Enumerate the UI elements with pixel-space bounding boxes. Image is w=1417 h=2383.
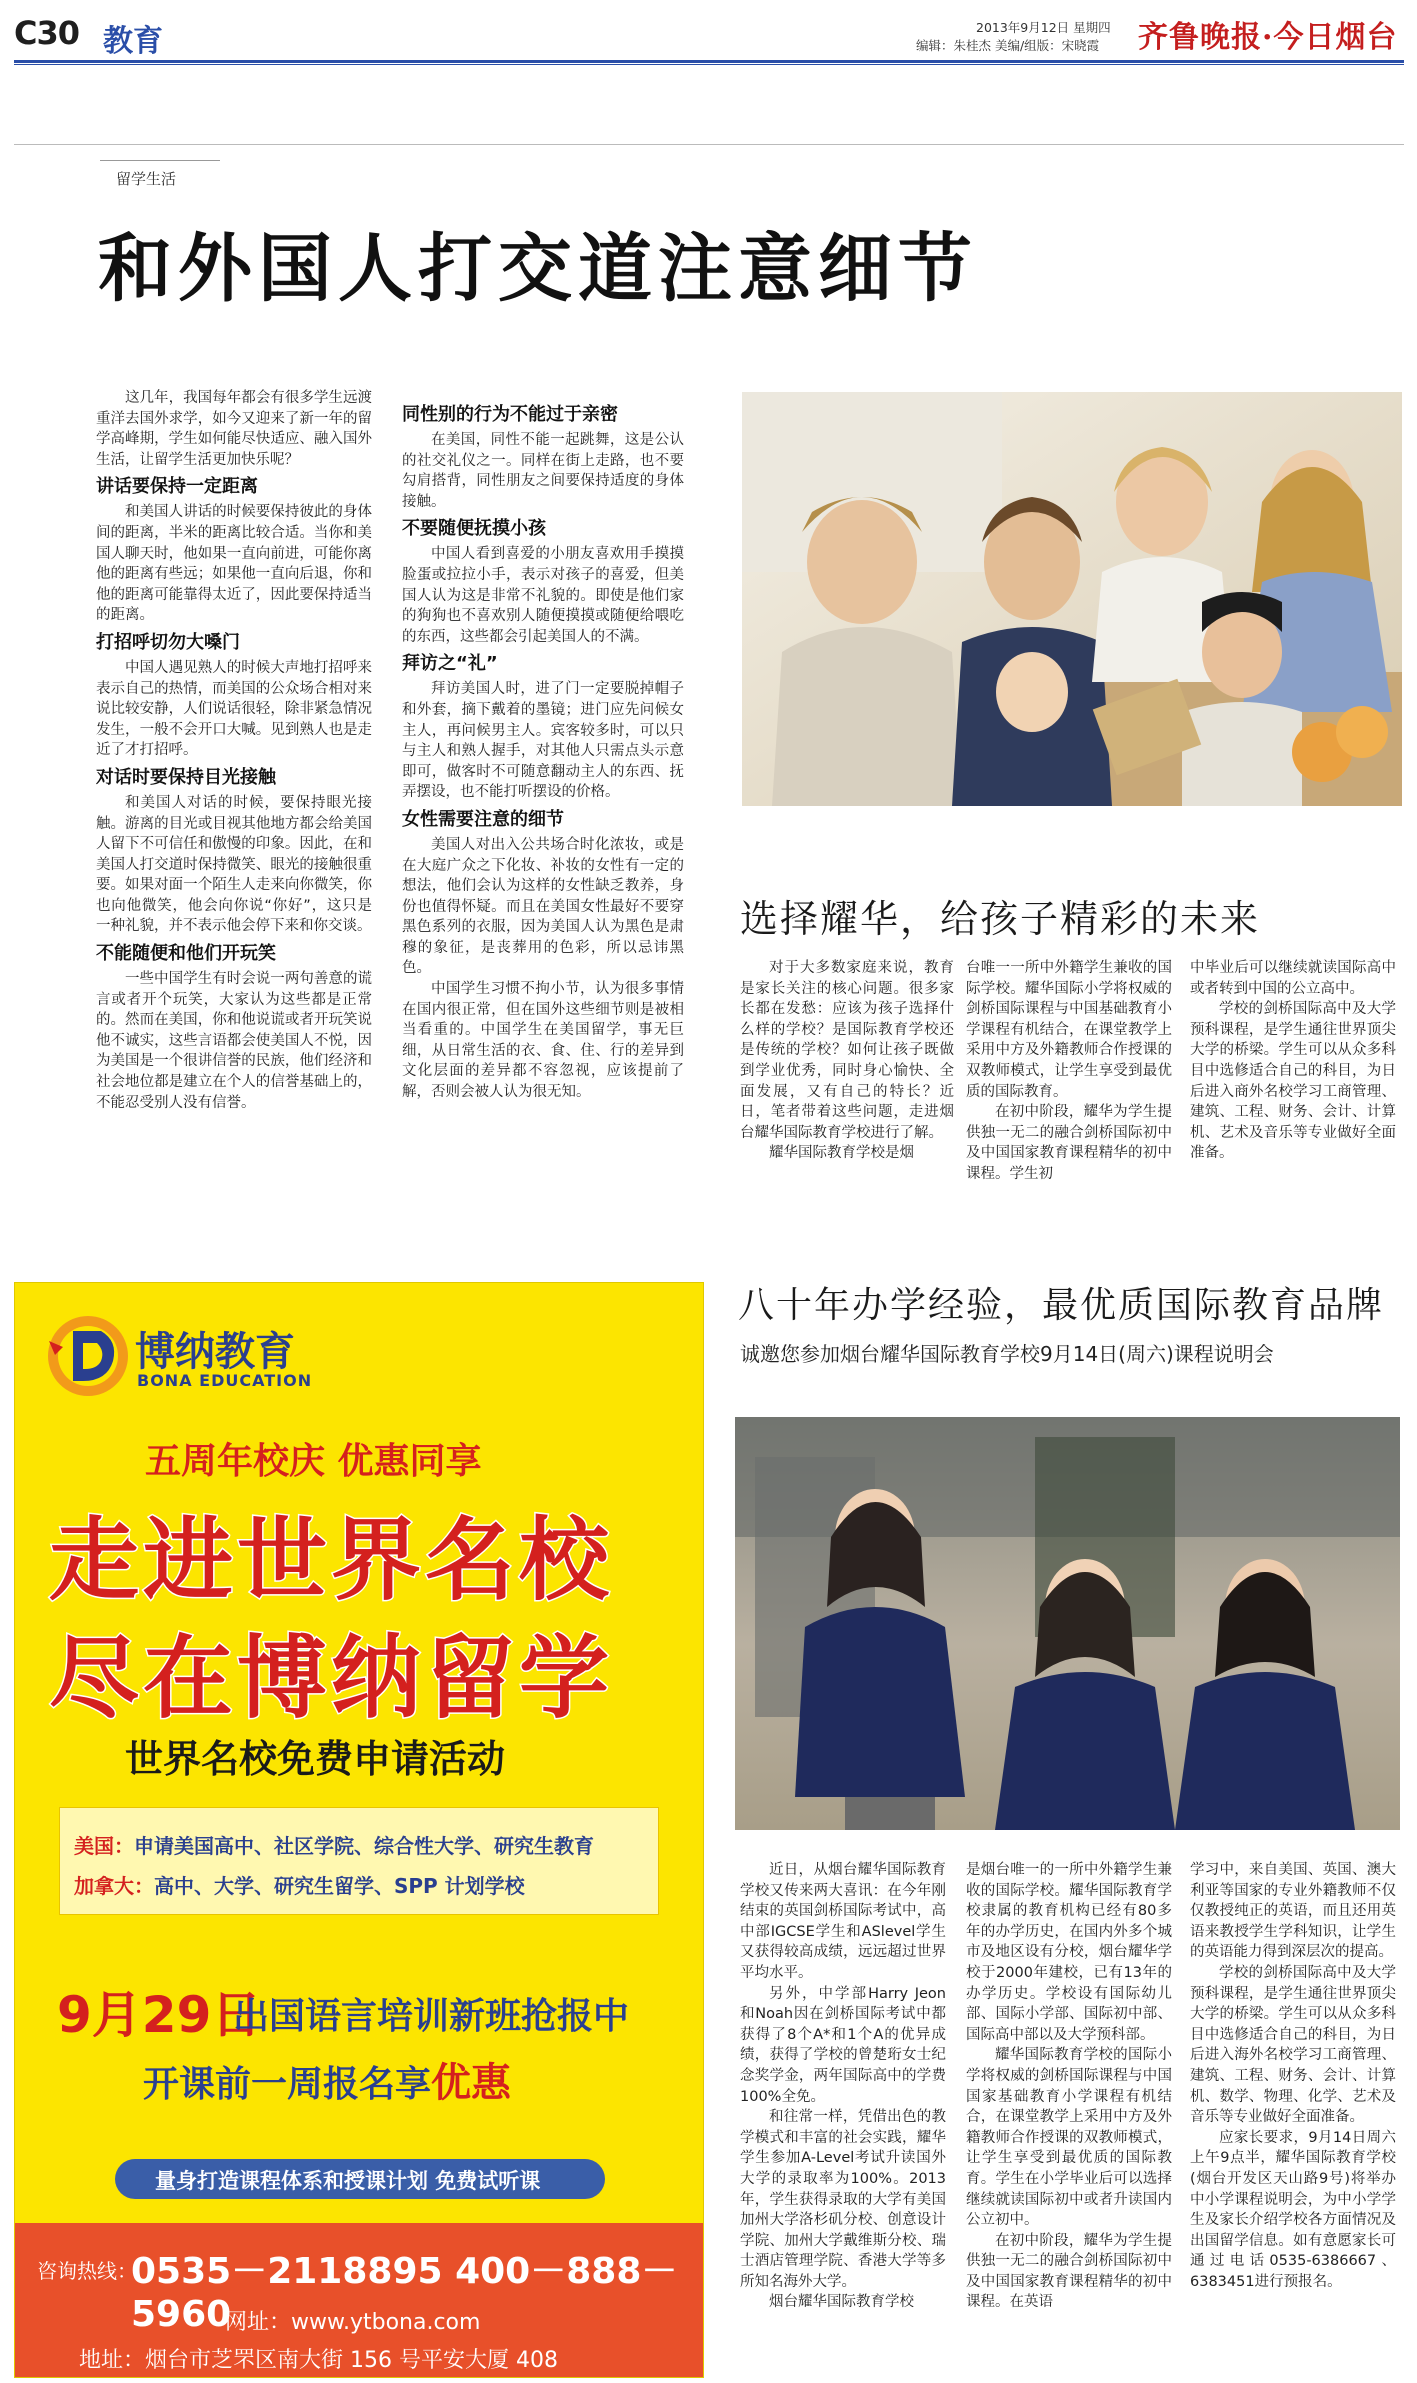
bona-website: 网址：www.ytbona.com (225, 2310, 481, 2335)
kicker-rule (100, 160, 220, 161)
ad-top-column-2 (966, 958, 1172, 1185)
subheading: 同性别的行为不能过于亲密 (402, 404, 618, 425)
paragraph: 学习中，来自美国、英国、澳大利亚等国家的专业外籍教师不仅仅教授纯正的英语，而且还用英语来教授学生学科知识，让学生的英语能力得到深层次的提高。 (1190, 1862, 1396, 1961)
students-photo (735, 1417, 1400, 1830)
bona-usa-label: 美国： (74, 1834, 134, 1858)
header-rule (14, 60, 1404, 63)
subheading: 打招呼切勿大嗓门 (96, 631, 240, 653)
page-number: C30 (14, 14, 80, 52)
paragraph: 另外，中学部Harry Jeon和Noah因在剑桥国际考试中都获得了8个A*和1个A的优异成绩，获得了学校的曾楚珩女士纪念奖学金，两年国际高中的学费100%全免。 (740, 1985, 946, 2105)
divider (14, 144, 1404, 145)
article-column-2 (402, 398, 684, 1103)
section-name: 教育 (103, 24, 163, 59)
subheading: 女性需要注意的细节 (402, 808, 564, 830)
bona-date: 9月29日 (57, 1986, 262, 2044)
ad-bottom-column-2 (966, 1860, 1172, 2313)
ad-bottom-column-3 (1190, 1860, 1396, 2292)
bona-promo-highlight: 优惠 (431, 2060, 512, 2106)
paragraph: 中国人遇见熟人的时候大声地打招呼来表示自己的热情，而美国的公众场合相对来说比较安静，人们说话很轻，除非紧急情况发生，一般不会开口大喊。见到熟人也是走近了才打招呼。 (96, 659, 372, 759)
bona-hotline-label: 咨询热线： (37, 2259, 137, 2283)
subheading: 不能随便和他们开玩笑 (96, 943, 276, 965)
bona-anniversary-slogan: 五周年校庆 优惠同享 (145, 1441, 482, 1482)
article-title: 和外国人打交道注意细节 (98, 226, 978, 312)
bona-subheadline: 世界名校免费申请活动 (125, 1737, 506, 1781)
bona-canada-text: 高中、大学、研究生留学、SPP 计划学校 (154, 1874, 525, 1898)
bona-hotline: 0535－2118895 400－888－5960 (131, 2251, 678, 2335)
bona-logo-subtitle: BONA EDUCATION (137, 1371, 313, 1390)
paragraph: 拜访美国人时，进了门一定要脱掉帽子和外套，摘下戴着的墨镜；进门应先问候女主人，再问候男主人。宾客较多时，可以只与主人和熟人握手，对其他人只需点头示意即可，做客时不可随意翻动主人的东西、抚弄摆设，也不能打听摆设的价格。 (402, 681, 684, 801)
paragraph: 应家长要求，9月14日周六上午9点半，耀华国际教育学校(烟台开发区天山路9号)将举办中小学课程说明会，为中小学学生及家长介绍学校各方面情况及出国留学信息。如有意愿家长可通过电话0535-6386667、6383451进行预报名。 (1190, 2129, 1396, 2290)
article-column-1 (96, 388, 372, 1113)
paragraph: 和美国人对话的时候，要保持眼光接触。游离的目光或目视其他地方都会给美国人留下不可信任和傲慢的印象。因此，在和美国人打交道时保持微笑、眼光的接触很重要。如果对面一个陌生人走来向你微笑，你也向他微笑，他会向你说“你好”，这只是一种礼貌，并不表示他会停下来和你交谈。 (96, 794, 372, 935)
paragraph: 是烟台唯一的一所中外籍学生兼收的国际学校。耀华国际教育学校隶属的教育机构已经有80多年的办学历史，在国内外多个城市及地区设有分校，烟台耀华学校于2000年建校，已有13年的办学历史。学校设有国际幼儿部、国际小学部、国际初中部、国际高中部以及大学预科部。 (966, 1862, 1172, 2043)
paragraph: 中毕业后可以继续就读国际高中或者转到中国的公立高中。 (1190, 960, 1396, 997)
bona-promo (143, 2051, 511, 2108)
bona-promo-text: 开课前一周报名享 (143, 2064, 432, 2105)
subheading: 拜访之“礼” (402, 653, 498, 675)
paragraph: 耀华国际教育学校是烟 (769, 1145, 914, 1162)
ad-heading-1: 选择耀华，给孩子精彩的未来 (740, 897, 1261, 941)
paragraph: 学校的剑桥国际高中及大学预科课程，是学生通往世界顶尖大学的桥梁。学生可以从众多科目中选修适合自己的科目，为日后进入商外名校学习工商管理、建筑、工程、财务、会计、计算机、艺术及音乐等专业做好全面准备。 (1190, 1001, 1396, 1162)
brand-sub: ·今日烟台 (1262, 20, 1398, 55)
ad-top-column-3 (1190, 958, 1396, 1164)
paragraph: 这几年，我国每年都会有很多学生远渡重洋去国外求学，如今又迎来了新一年的留学高峰期，学生如何能尽快适应、融入国外生活，让留学生活更加快乐呢？ (96, 390, 372, 468)
paragraph: 在初中阶段，耀华为学生提供独一无二的融合剑桥国际初中及中国国家教育课程精华的初中课程。在英语 (966, 2232, 1172, 2311)
paragraph: 中国学生习惯不拘小节，认为很多事情在国内很正常，但在国外这些细节则是被相当看重的。中国学生在美国留学，事无巨细，从日常生活的衣、食、住、行的差异到文化层面的差异都不容忽视，应该提前了解，否则会被人认为很无知。 (402, 981, 684, 1101)
ad-heading-3: 诚邀您参加烟台耀华国际教育学校9月14日(周六)课程说明会 (740, 1342, 1274, 1366)
bona-bar-text: 量身打造课程体系和授课计划 免费试听课 (155, 2169, 541, 2193)
bona-logo-text: 博纳教育 (135, 1329, 295, 1375)
subheading: 不要随便抚摸小孩 (402, 518, 546, 540)
bona-headline-2: 尽在博纳留学 (49, 1626, 613, 1731)
header-rule-thin (14, 64, 1404, 65)
bona-headline-1: 走进世界名校 (49, 1508, 613, 1613)
paragraph: 一些中国学生有时会说一两句善意的谎言或者开个玩笑，大家认为这些都是正常的。然而在美国，你和他说谎或者开玩笑说他不诚实，这些言语都会使美国人不悦，因为美国是一个很讲信誉的民族，他们经济和社会地位都是建立在个人的信誉基础上的，不能忍受别人没有信誉。 (96, 971, 372, 1111)
bona-canada-line (74, 1870, 525, 1899)
subheading: 讲话要保持一定距离 (96, 476, 258, 498)
ad-heading-2: 八十年办学经验，最优质国际教育品牌 (738, 1285, 1385, 1326)
ad-bottom-column-1 (740, 1860, 946, 2313)
paragraph: 和往常一样，凭借出色的教学模式和丰富的社会实践，耀华学生参加A-Level考试升读国外大学的录取率为100%。2013年，学生获得录取的大学有美国加州大学洛杉矶分校、创意设计学院、加州大学戴维斯分校、瑞士酒店管理学院、香港大学等多所知名海外大学。 (740, 2109, 946, 2290)
bona-logo-icon (43, 1311, 133, 1401)
subheading: 对话时要保持目光接触 (96, 766, 276, 788)
bona-advertisement (14, 1282, 704, 2378)
paragraph: 台唯一一所中外籍学生兼收的国际学校。耀华国际小学将权威的剑桥国际课程与中国基础教育小学课程有机结合，在课堂教学上采用中方及外籍教师合作授课的双教师模式，让学生享受到最优质的国际教育。 (966, 960, 1172, 1100)
paragraph: 美国人对出入公共场合时化浓妆，或是在大庭广众之下化妆、补妆的女性有一定的想法，他们会认为这样的女性缺乏教养，身份也值得怀疑。而且在美国女性最好不要穿黑色系列的衣服，因为美国人认为黑色是肃穆的象征，是丧葬用的色彩，所以忌讳黑色。 (402, 836, 684, 977)
editor-line: 编辑：朱桂杰 美编/组版：宋晓霞 (916, 38, 1100, 53)
bona-canada-label: 加拿大： (74, 1874, 154, 1898)
date-line: 2013年9月12日 星期四 (976, 20, 1111, 35)
paragraph: 对于大多数家庭来说，教育是家长关注的核心问题。很多家长都在发愁：应该为孩子选择什么样的学校？是国际教育学校还是传统的学校？如何让孩子既做到学业优秀，同时身心愉快、全面发展，又有自己的特长？近日，笔者带着这些问题，走进烟台耀华国际教育学校进行了解。 (740, 960, 954, 1141)
paragraph: 中国人看到喜爱的小朋友喜欢用手摸摸脸蛋或拉拉小手，表示对孩子的喜爱，但美国人认为这是非常不礼貌的。即使是他们家的狗狗也不喜欢别人随便摸摸或随便给喂吃的东西，这些都会引起美国人的不满。 (402, 546, 684, 645)
brand-name: 齐鲁晚报 (1138, 20, 1262, 55)
article-kicker: 留学生活 (116, 170, 177, 188)
family-photo (742, 392, 1402, 806)
paragraph: 在初中阶段，耀华为学生提供独一无二的融合剑桥国际初中及中国国家教育课程精华的初中课程。学生初 (966, 1104, 1172, 1182)
paragraph: 烟台耀华国际教育学校 (769, 2294, 914, 2311)
paragraph: 耀华国际教育学校的国际小学将权威的剑桥国际课程与中国国家基础教育小学课程有机结合，在课堂教学上采用中方及外籍教师合作授课的双教师模式，让学生享受到最优质的国际教育。学生在小学毕业后可以选择继续就读国际初中或者升读国内公立初中。 (966, 2047, 1172, 2229)
bona-programs-box (59, 1807, 659, 1915)
newspaper-brand (1138, 12, 1397, 56)
ad-top-column-1 (740, 958, 954, 1164)
paragraph: 在美国，同性不能一起跳舞，这是公认的社交礼仪之一。同样在街上走路，也不要勾肩搭背，同性朋友之间要保持适度的身体接触。 (402, 432, 684, 510)
paragraph: 和美国人讲话的时候要保持彼此的身体间的距离，半米的距离比较合适。当你和美国人聊天时，他如果一直向前进，可能你离他的距离有些远；如果他一直向后退，你和他的距离可能靠得太近了，因此要保持适当的距离。 (96, 504, 372, 624)
bona-date-text: 出国语言培训新班抢报中 (233, 1996, 630, 2037)
paragraph: 近日，从烟台耀华国际教育学校又传来两大喜讯：在今年刚结束的英国剑桥国际考试中，高中部IGCSE学生和ASlevel学生又获得较高成绩，远远超过世界平均水平。 (740, 1862, 946, 1981)
bona-usa-text: 申请美国高中、社区学院、综合性大学、研究生教育 (134, 1834, 594, 1858)
paragraph: 学校的剑桥国际高中及大学预科课程，是学生通往世界顶尖大学的桥梁。学生可以从众多科目中选修适合自己的科目，为日后进入海外名校学习工商管理、建筑、工程、财务、会计、计算机、数学、物理、化学、艺术及音乐等专业做好全面准备。 (1190, 1964, 1396, 2126)
bona-usa-line (74, 1830, 594, 1859)
bona-address: 地址：烟台市芝罘区南大街 156 号平安大厦 408 (79, 2348, 558, 2373)
